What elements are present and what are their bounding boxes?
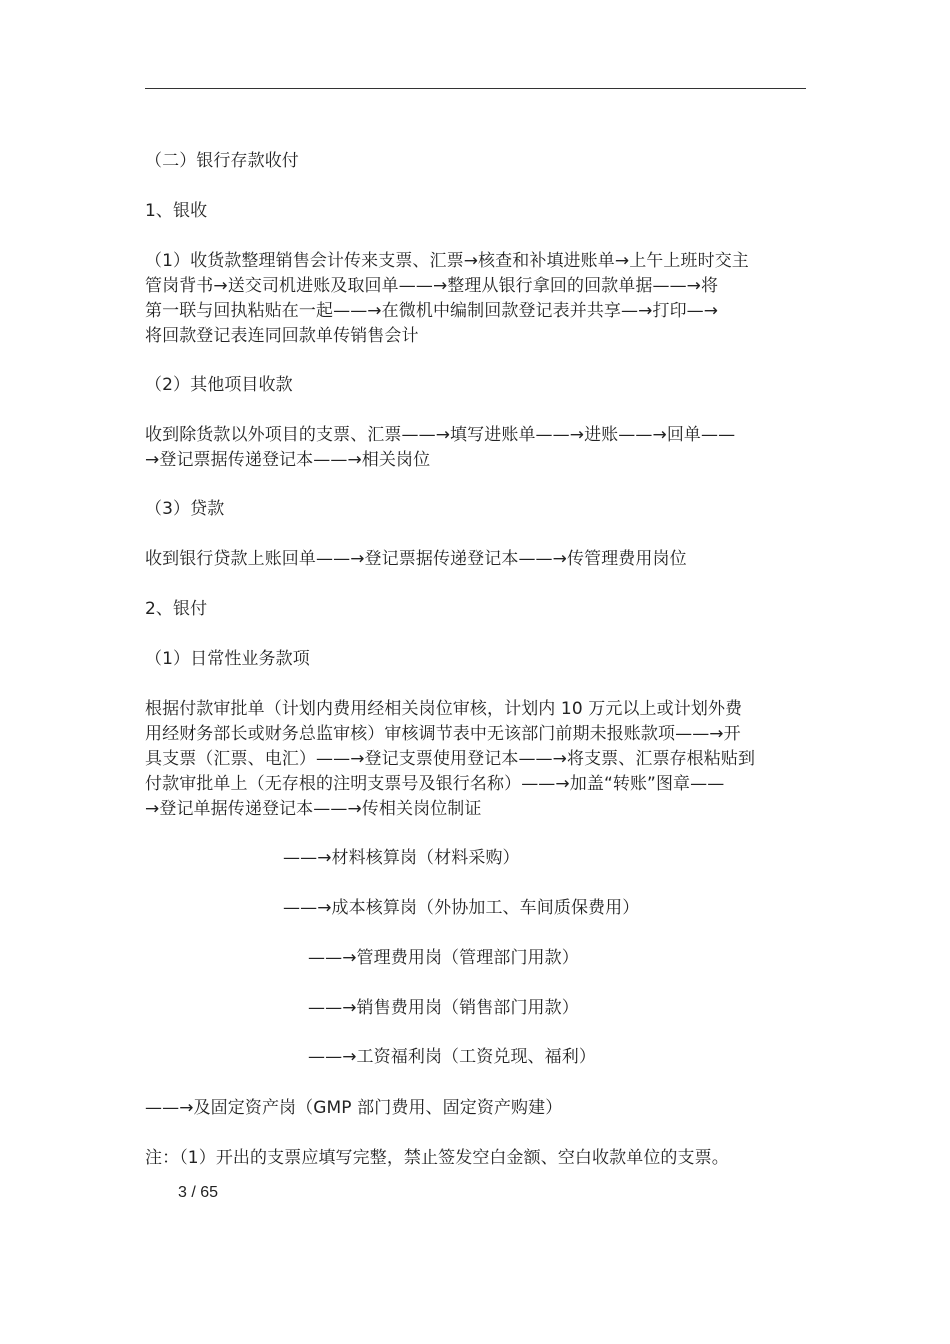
section1-item2-paragraph <box>145 423 809 473</box>
section1-title: 1、银收 <box>145 201 208 221</box>
section1-item3-text: 收到银行贷款上账回单——→登记票据传递登记本——→传管理费用岗位 <box>145 549 687 569</box>
paragraph-line: 用经财务部长或财务总监审核）审核调节表中无该部门前期未报账款项——→开 <box>145 724 741 744</box>
paragraph-line: 管岗背书→送交司机进账及取回单——→整理从银行拿回的回款单据——→将 <box>145 276 719 296</box>
paragraph-line: →登记单据传递登记本——→传相关岗位制证 <box>145 799 482 819</box>
branch-cost-accounting: ——→成本核算岗（外协加工、车间质保费用） <box>283 898 640 918</box>
section2-title: 2、银付 <box>145 599 208 619</box>
branch-sales-expense: ——→销售费用岗（销售部门用款） <box>308 998 579 1018</box>
section1-item1-paragraph <box>145 249 809 349</box>
branch-payroll-welfare: ——→工资福利岗（工资兑现、福利） <box>308 1047 596 1067</box>
section2-item1-title: （1）日常性业务款项 <box>145 649 310 669</box>
section2-item1-paragraph <box>145 697 809 822</box>
paragraph-line: 具支票（汇票、电汇）——→登记支票使用登记本——→将支票、汇票存根粘贴到 <box>145 749 756 769</box>
page-number: 3 / 65 <box>178 1184 219 1201</box>
paragraph-line: 收到除货款以外项目的支票、汇票——→填写进账单——→进账——→回单—— <box>145 425 736 445</box>
section1-item2-title: （2）其他项目收款 <box>145 375 293 395</box>
paragraph-line: 将回款登记表连同回款单传销售会计 <box>145 326 419 346</box>
header-rule <box>145 88 806 89</box>
branch-management-expense: ——→管理费用岗（管理部门用款） <box>308 948 579 968</box>
section1-item3-title: （3）贷款 <box>145 499 225 519</box>
note: 注：（1）开出的支票应填写完整，禁止签发空白金额、空白收款单位的支票。 <box>145 1148 729 1168</box>
heading-bank-receipts-payments: （二）银行存款收付 <box>145 151 299 171</box>
paragraph-line: 付款审批单上（无存根的注明支票号及银行名称）——→加盖“转账”图章—— <box>145 774 725 794</box>
paragraph-line: →登记票据传递登记本——→相关岗位 <box>145 450 431 470</box>
paragraph-line: （1）收货款整理销售会计传来支票、汇票→核查和补填进账单→上午上班时交主 <box>145 251 749 271</box>
branch-material-accounting: ——→材料核算岗（材料采购） <box>283 848 520 868</box>
branch-fixed-assets: ——→及固定资产岗（GMP 部门费用、固定资产购建） <box>145 1098 563 1118</box>
paragraph-line: 根据付款审批单（计划内费用经相关岗位审核，计划内 10 万元以上或计划外费 <box>145 699 743 719</box>
paragraph-line: 第一联与回执粘贴在一起——→在微机中编制回款登记表并共享—→打印—→ <box>145 301 719 321</box>
